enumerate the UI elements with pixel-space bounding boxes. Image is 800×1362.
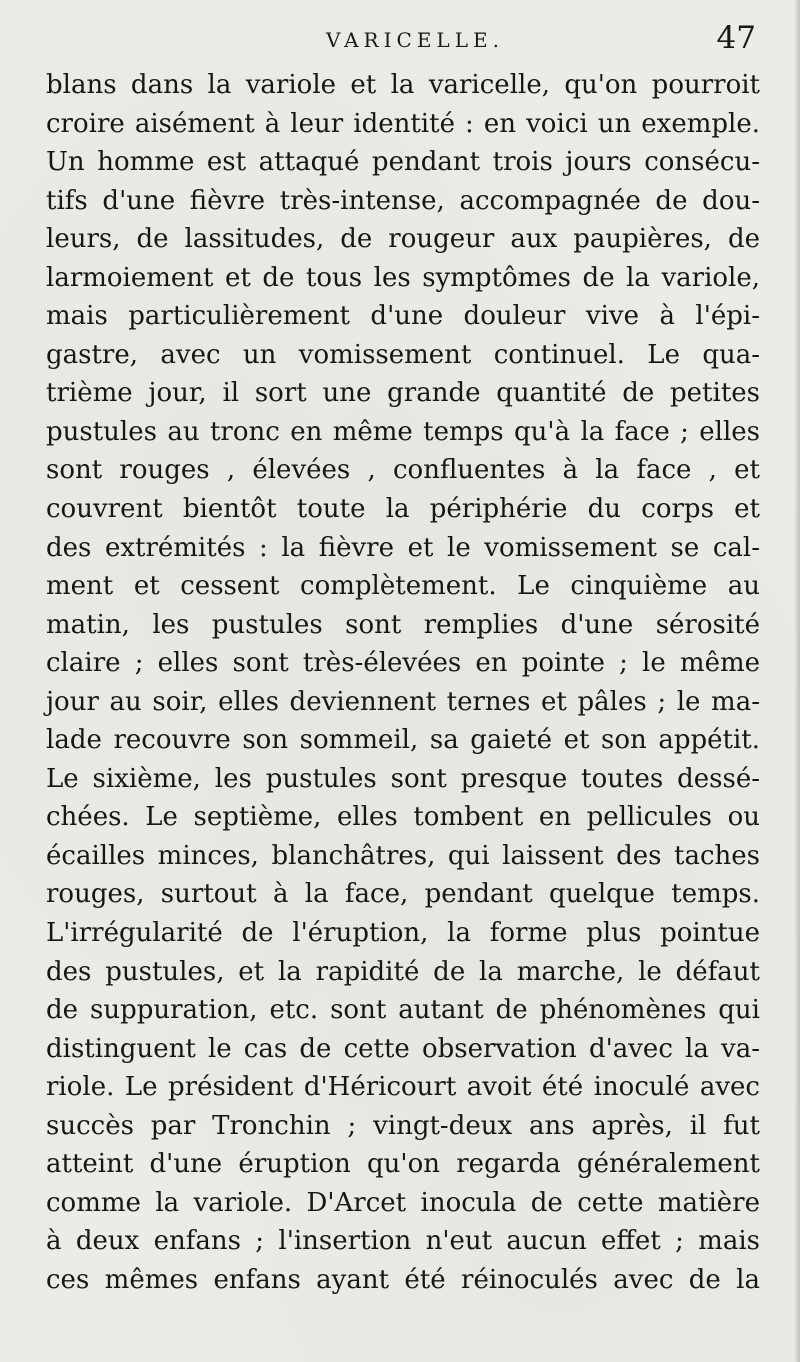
text-line: lade recouvre son sommeil, sa gaieté et son appétit. <box>46 725 760 756</box>
text-line: claire ; elles sont très-élevées en pointe ; le même <box>46 648 760 679</box>
text-line: tifs d'une fièvre très-intense, accompagnée de dou- <box>46 185 760 216</box>
text-line: L'irrégularité de l'éruption, la forme plus pointue <box>46 918 760 949</box>
text-line: ment et cessent complètement. Le cinquième au <box>46 571 760 602</box>
text-line: gastre, avec un vomissement continuel. Le qua- <box>46 339 760 370</box>
body-text <box>46 66 760 1300</box>
text-line: chées. Le septième, elles tombent en pellicules ou <box>46 802 760 833</box>
text-line: distinguent le cas de cette observation d'avec la va- <box>46 1033 760 1064</box>
text-line: sont rouges , élevées , confluentes à la face , et <box>46 455 760 486</box>
text-line: pustules au tronc en même temps qu'à la face ; elles <box>46 416 760 447</box>
text-line: leurs, de lassitudes, de rougeur aux paupières, de <box>46 224 760 255</box>
text-line: écailles minces, blanchâtres, qui laissent des taches <box>46 840 760 871</box>
text-line: jour au soir, elles deviennent ternes et pâles ; le ma- <box>46 686 760 717</box>
text-line: riole. Le président d'Héricourt avoit été inoculé avec <box>46 1072 760 1103</box>
running-title: VARICELLE. <box>326 28 504 52</box>
running-head <box>0 14 800 64</box>
text-line: Un homme est attaqué pendant trois jours consécu- <box>46 147 760 178</box>
text-line: couvrent bientôt toute la périphérie du corps et <box>46 494 760 525</box>
text-line: à deux enfans ; l'insertion n'eut aucun effet ; mais <box>46 1226 760 1257</box>
text-line: des pustules, et la rapidité de la marche, le défaut <box>46 956 760 987</box>
text-line: mais particulièrement d'une douleur vive à l'épi- <box>46 301 760 332</box>
text-line: comme la variole. D'Arcet inocula de cette matière <box>46 1187 760 1218</box>
text-line: larmoiement et de tous les symptômes de la variole, <box>46 262 760 293</box>
text-line: blans dans la variole et la varicelle, qu'on pourroit <box>46 70 760 100</box>
text-line: de suppuration, etc. sont autant de phénomènes qui <box>46 995 760 1026</box>
text-line: succès par Tronchin ; vingt-deux ans après, il fut <box>46 1110 760 1141</box>
page-number: 47 <box>716 20 756 56</box>
text-line: croire aisément à leur identité : en voici un exemple. <box>46 108 760 139</box>
text-line: trième jour, il sort une grande quantité de petites <box>46 378 760 409</box>
text-line: atteint d'une éruption qu'on regarda généralement <box>46 1149 760 1180</box>
text-line: Le sixième, les pustules sont presque toutes dessé- <box>46 763 760 794</box>
text-line: rouges, surtout à la face, pendant quelque temps. <box>46 879 760 910</box>
text-line: ces mêmes enfans ayant été réinoculés avec de la <box>46 1264 760 1295</box>
text-line: matin, les pustules sont remplies d'une sérosité <box>46 609 760 640</box>
text-line: des extrémités : la fièvre et le vomissement se cal- <box>46 532 760 563</box>
